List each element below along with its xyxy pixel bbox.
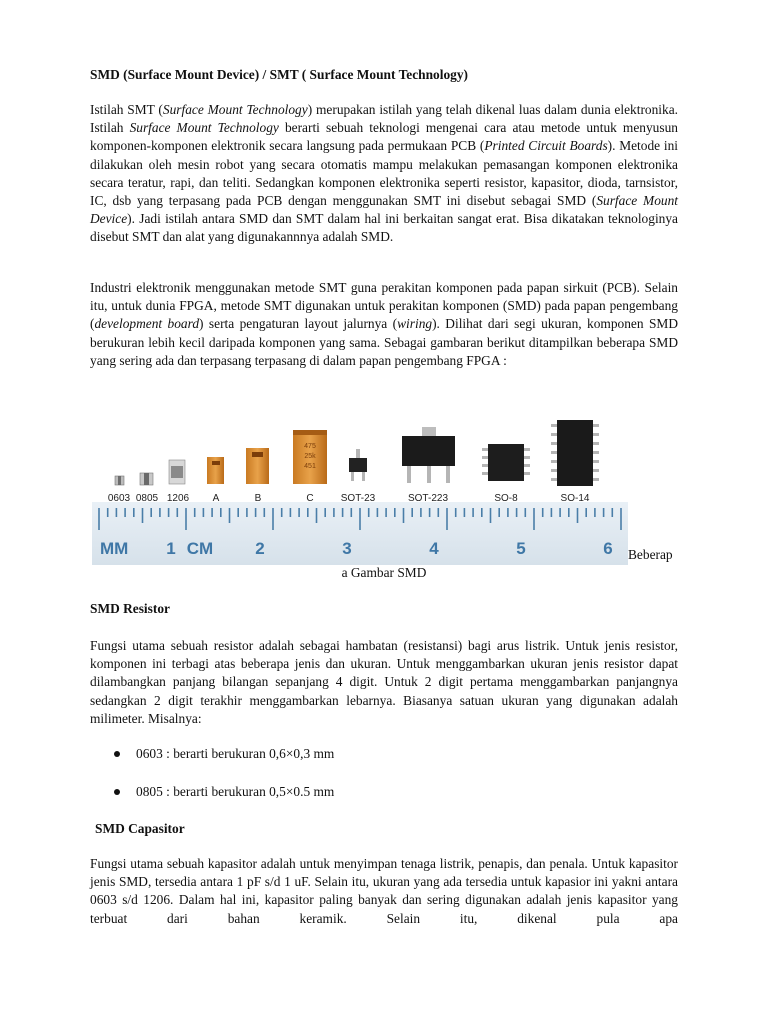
label-so14: SO-14 bbox=[560, 493, 590, 504]
ruler-label: 1 bbox=[166, 539, 176, 558]
ruler-label: 2 bbox=[255, 539, 265, 558]
ruler-label: 4 bbox=[429, 539, 439, 558]
paragraph-2: Industri elektronik menggunakan metode SMT guna perakitan komponen pada papan sirkuit (PCB). Selain itu, untuk dunia FPGA, metode SMT digunakan untuk perakitan komponen (SMD) pada papan pengembang (development board) serta pengaturan layout jalurnya (wiring). Dilihat dari segi ukuran, komponen SMD berukuran lebih kecil daripada komponen yang sama. Sebagai gambaran berikut ditampilkan beberapa SMD yang sering ada dan terpasang terpasang di dalam papan pengembang FPGA : bbox=[90, 280, 679, 368]
ruler-label: CM bbox=[186, 539, 214, 558]
label-1206: 1206 bbox=[166, 493, 190, 504]
bullet-icon bbox=[114, 751, 120, 757]
label-so8: SO-8 bbox=[494, 493, 518, 504]
bullet-icon bbox=[114, 789, 120, 795]
svg-text:475: 475 bbox=[304, 443, 316, 450]
label-sot223: SOT-223 bbox=[407, 493, 449, 504]
label-0805: 0805 bbox=[135, 493, 159, 504]
smd-components-photo bbox=[92, 420, 628, 565]
caption-part-2: a Gambar SMD bbox=[341, 565, 427, 580]
label-b: B bbox=[254, 493, 262, 504]
document-title: SMD (Surface Mount Device) / SMT ( Surface Mount Technology) bbox=[90, 67, 469, 82]
paragraph-resistor: Fungsi utama sebuah resistor adalah sebagai hambatan (resistansi) bagi arus listrik. Untuk jenis resistor, komponen ini terbagi atas beberapa jenis dan ukuran. Untuk menggambarkan ukuran jenis resistor dapat dilambangkan panjang bilangan sepanjang 4 digit. Untuk 2 digit pertama menggambarkan panjangnya sedangkan 2 digit terakhir menggambarkan lebarnya. Biasanya satuan ukuran yang digunakan adalah milimeter. Misalnya: bbox=[90, 638, 678, 726]
ruler-label: 6 bbox=[603, 539, 613, 558]
heading-smd-capasitor: SMD Capasitor bbox=[95, 821, 185, 836]
document-page: SMD (Surface Mount Device) / SMT ( Surface Mount Technology) Istilah SMT (Surface Mount Technology) merupakan istilah yang telah dikenal luas dalam dunia elektronika. Istilah Surface Mount Technology berarti sebuah teknologi mengenai cara atau metode untuk menyusun komponen-komponen elektronik secara langsung pada permukaan PCB (Printed Circuit Boards). Metode ini dilakukan oleh mesin robot yang secara otomatis mampu melakukan pemasangan komponen elektronika secara teratur, rapi, dan teliti. Sedangkan komponen elektronika seperti resistor, kapasitor, dioda, tarnsistor, IC, dsb yang terpasang pada PCB dengan menggunakan SMT ini disebut sebagai SMD (Surface Mount Device). Jadi istilah antara SMD dan SMT dalam hal ini berkaitan sangat erat. Bisa dikatakan teknologinya disebut SMT dan alat yang digunakannnya adalah SMD. Industri elektronik menggunakan metode SMT guna perakitan komponen pada papan sirkuit (PCB). Selain itu, untuk dunia FPGA, metode SMT digunakan untuk perakitan komponen (SMD) pada papan pengembang (development board) serta pengaturan layout jalurnya (wiring). Dilihat dari segi ukuran, komponen SMD berukuran lebih kecil daripada komponen yang sama. Sebagai gambaran berikut ditampilkan beberapa SMD yang sering ada dan terpasang terpasang di dalam papan pengembang FPGA : MM 1 CM 2 3 4 5 6 475 25k 451 0603 0805 1206 A B C SOT-23 SOT-223 SO-8 SO-14 Beberap a Gambar SMD SMD Resistor Fungsi utama sebuah resistor adalah sebagai hambatan (resistansi) bagi arus listrik. Untuk jenis resistor, komponen ini terbagi atas beberapa jenis dan ukuran. Untuk menggambarkan ukuran jenis resistor dapat dilambangkan panjang bilangan sepanjang 4 digit. Untuk 2 digit pertama menggambarkan panjangnya sedangkan 2 digit terakhir menggambarkan lebarnya. Biasanya satuan ukuran yang digunakan adalah milimeter. Misalnya: 0603 : berarti berukuran 0,6×0,3 mm 0805 : berarti berukuran 0,5×0.5 mm SMD Capasitor Fungsi utama sebuah kapasitor adalah untuk menyimpan tenaga listrik, penapis, dan penala. Untuk kapasitor jenis SMD, tersedia antara 1 pF s/d 1 uF. Selain itu, ukuran yang ada tersedia untuk kapasior ini yakni antara 0603 s/d 1206. Dalam hal ini, kapasitor paling banyak dan sering digunakan adalah jenis kapasitor yang terbuat dari bahan keramik. Selain itu, dikenal pula apa bbox=[0, 0, 768, 1024]
label-a: A bbox=[212, 493, 220, 504]
ruler-label: 3 bbox=[342, 539, 352, 558]
label-sot23: SOT-23 bbox=[340, 493, 376, 504]
heading-smd-resistor: SMD Resistor bbox=[90, 601, 170, 616]
caption-part-1: Beberap bbox=[628, 547, 673, 562]
paragraph-capasitor: Fungsi utama sebuah kapasitor adalah untuk menyimpan tenaga listrik, penapis, dan penala. Untuk kapasitor jenis SMD, tersedia antara 1 pF s/d 1 uF. Selain itu, ukuran yang ada tersedia untuk kapasior ini yakni antara 0603 s/d 1206. Dalam hal ini, kapasitor paling banyak dan sering digunakan adalah jenis kapasitor yang terbuat dari bahan keramik. Selain itu, dikenal pula apa bbox=[90, 856, 678, 926]
label-c: C bbox=[306, 493, 314, 504]
svg-text:451: 451 bbox=[304, 463, 316, 470]
svg-text:25k: 25k bbox=[304, 453, 316, 460]
label-0603: 0603 bbox=[107, 493, 131, 504]
ruler-label: 5 bbox=[516, 539, 526, 558]
paragraph-1: Istilah SMT (Surface Mount Technology) merupakan istilah yang telah dikenal luas dalam dunia elektronika. Istilah Surface Mount Technology berarti sebuah teknologi mengenai cara atau metode untuk menyusun komponen-komponen elektronik secara langsung pada permukaan PCB (Printed Circuit Boards). Metode ini dilakukan oleh mesin robot yang secara otomatis mampu melakukan pemasangan komponen elektronika secara teratur, rapi, dan teliti. Sedangkan komponen elektronika seperti resistor, kapasitor, dioda, tarnsistor, IC, dsb yang terpasang pada PCB dengan menggunakan SMT ini disebut sebagai SMD (Surface Mount Device). Jadi istilah antara SMD dan SMT dalam hal ini berkaitan sangat erat. Bisa dikatakan teknologinya disebut SMT dan alat yang digunakannnya adalah SMD. bbox=[90, 102, 679, 245]
ruler-label: MM bbox=[100, 539, 129, 558]
